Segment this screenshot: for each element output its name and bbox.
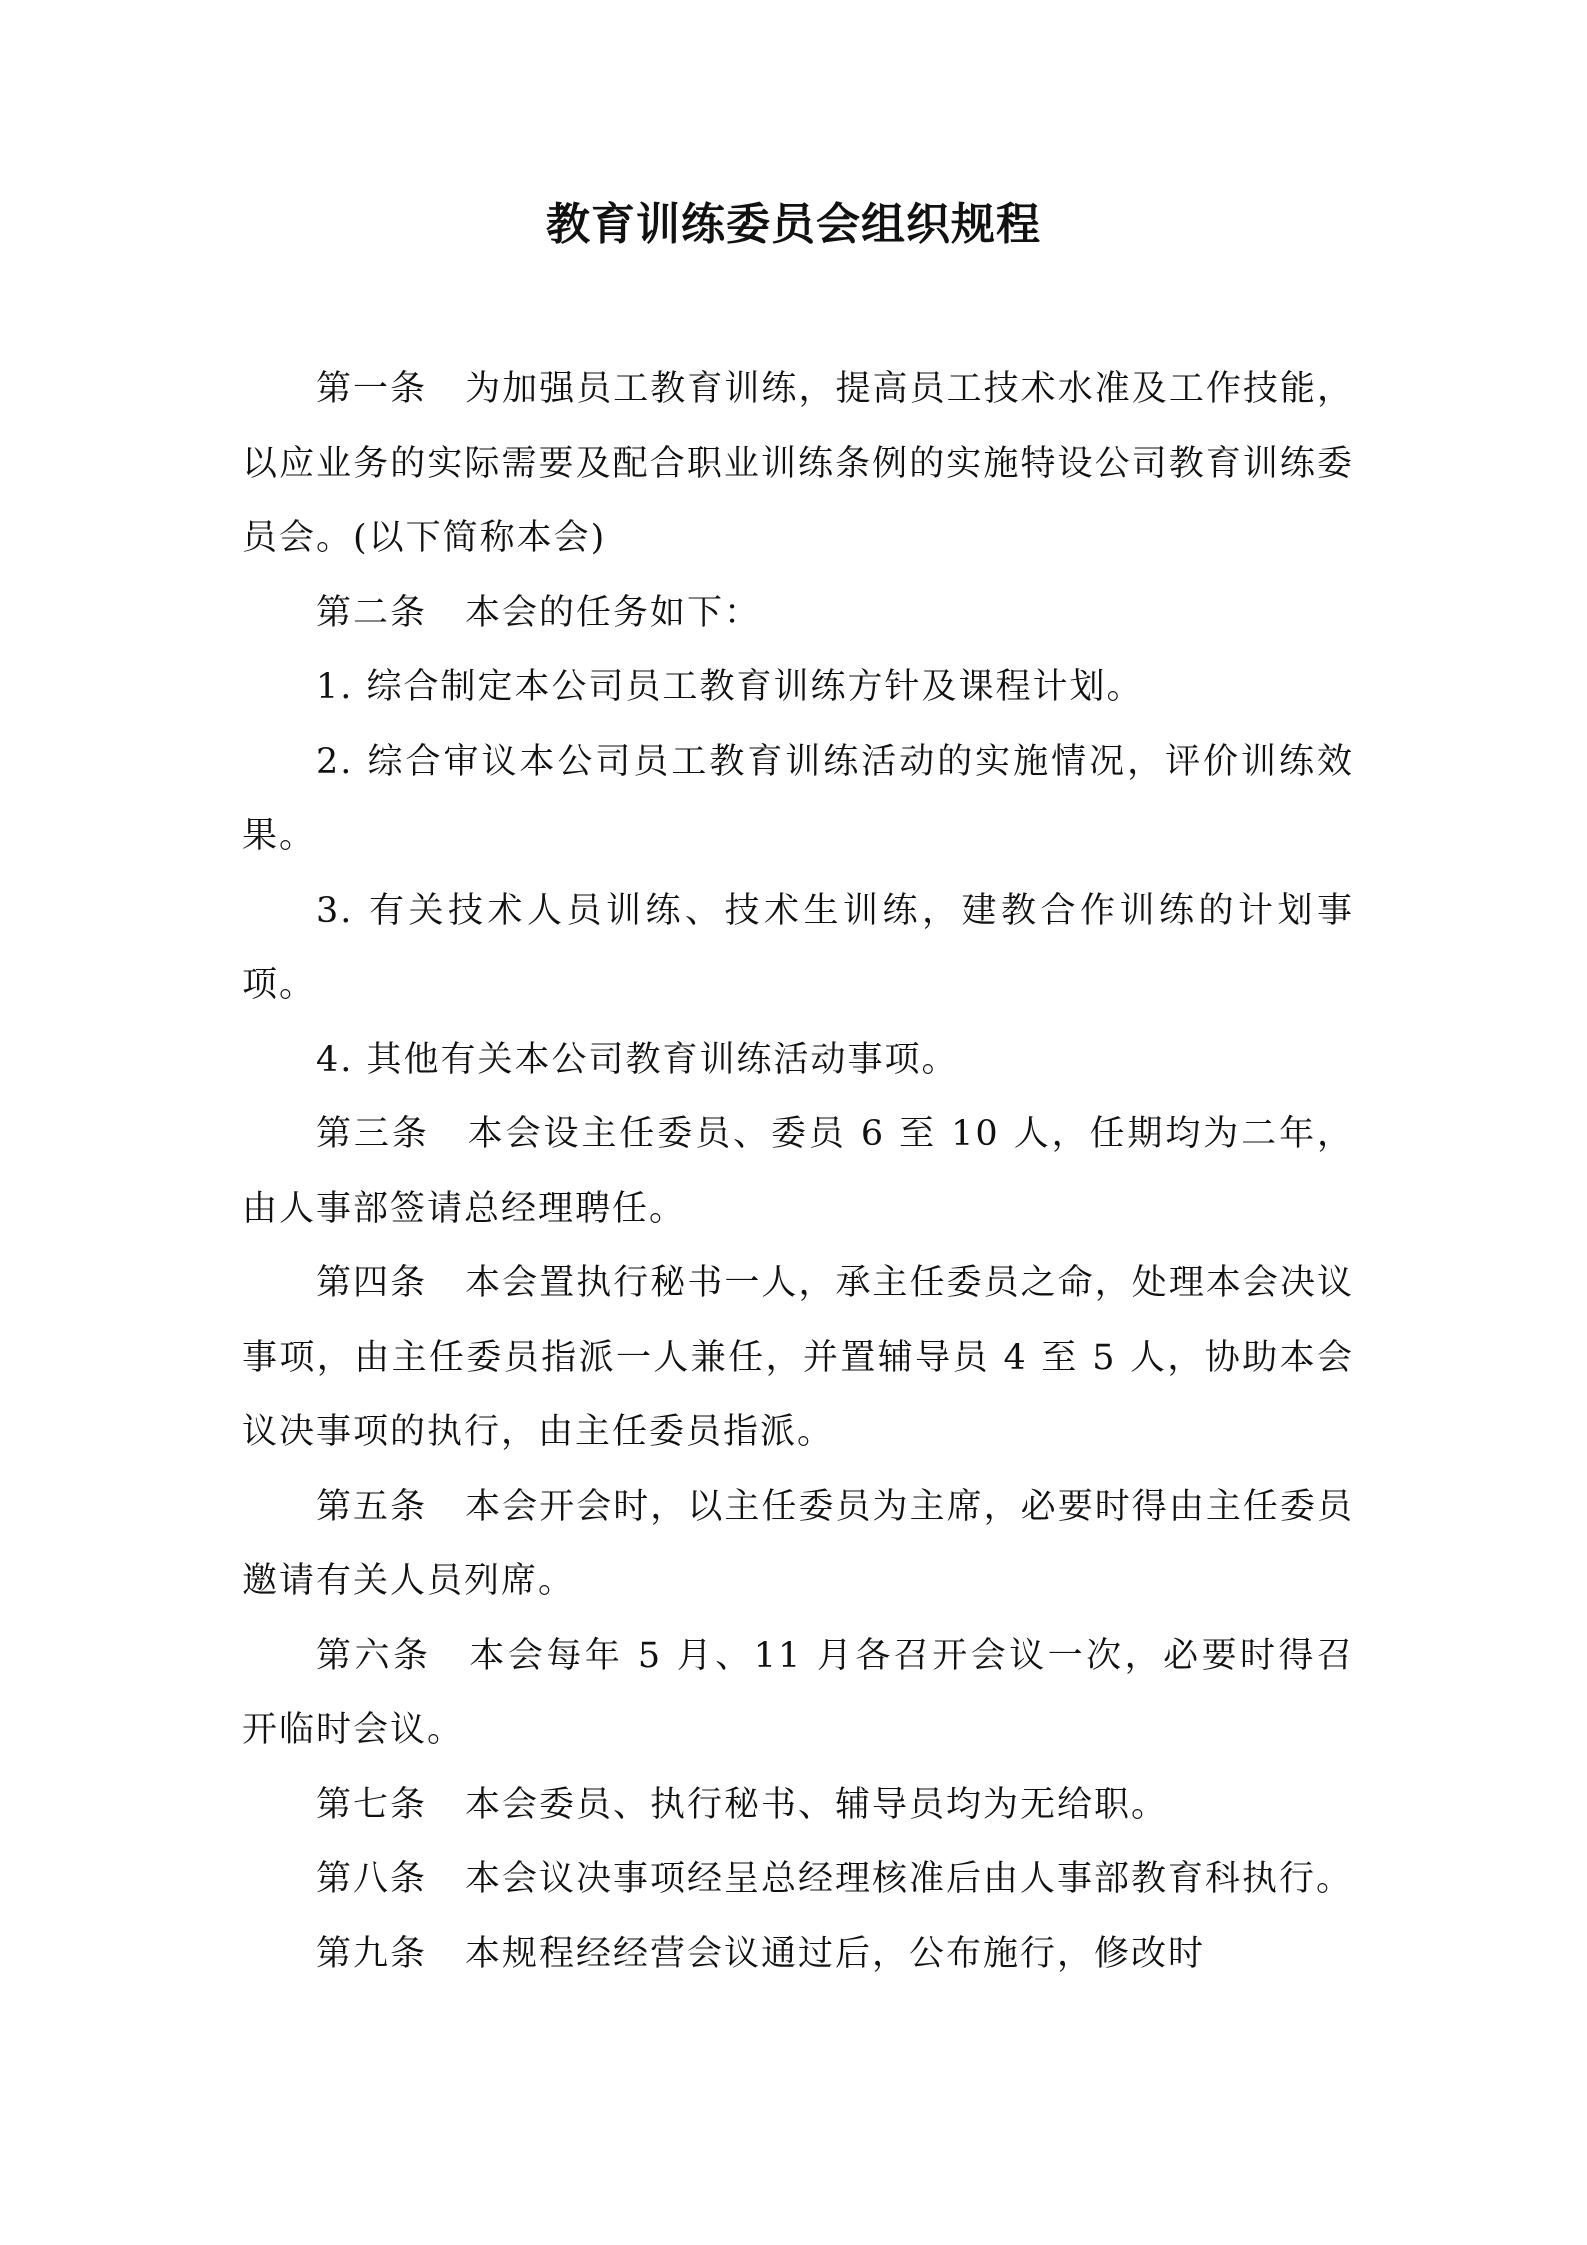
article-4 [242, 1246, 1354, 1470]
article-text: 本会委员、执行秘书、辅导员均为无给职。 [465, 1784, 1169, 1825]
article-label: 第八条 [316, 1859, 428, 1899]
article-label: 第三条 [316, 1114, 430, 1154]
article-6 [242, 1619, 1354, 1768]
document-title: 教育训练委员会组织规程 [546, 199, 1041, 250]
article-8 [242, 1842, 1354, 1917]
article-text: 本会每年 5 月、11 月各召开会议一次，必要时得召开临时会议。 [242, 1635, 1354, 1750]
article-text: 本会设主任委员、委员 6 至 10 人，任期均为二年，由人事部签请总经理聘任。 [242, 1114, 1354, 1229]
article-label: 第九条 [316, 1933, 428, 1974]
article-label: 第四条 [316, 1263, 428, 1303]
article-5 [242, 1470, 1354, 1619]
article-3 [242, 1097, 1354, 1246]
article-9 [242, 1917, 1354, 1992]
article-2 [242, 576, 1354, 651]
article-text: 为加强员工教育训练，提高员工技术水准及工作技能，以应业务的实际需要及配合职业训练条例的实施特设公司教育训练委员会。(以下简称本会) [242, 369, 1354, 558]
article-label: 第五条 [316, 1486, 428, 1527]
article-1 [242, 352, 1354, 576]
article-text: 本会议决事项经呈总经理核准后由人事部教育科执行。 [465, 1859, 1354, 1899]
task-item-4: 4. 其他有关本公司教育训练活动事项。 [316, 1039, 959, 1080]
article-text: 本会的任务如下： [465, 592, 762, 633]
article-text: 本会置执行秘书一人，承主任委员之命，处理本会决议事项，由主任委员指派一人兼任，并置辅导员 4 至 5 人，协助本会议决事项的执行，由主任委员指派。 [242, 1263, 1354, 1452]
document-body [242, 352, 1354, 1991]
article-7 [242, 1768, 1354, 1843]
task-item-2: 2. 综合审议本公司员工教育训练活动的实施情况，评价训练效果。 [242, 741, 1354, 856]
article-label: 第七条 [316, 1784, 428, 1825]
article-label: 第六条 [316, 1635, 432, 1676]
article-label: 第二条 [316, 592, 428, 633]
article-text: 本会开会时，以主任委员为主席，必要时得由主任委员邀请有关人员列席。 [242, 1486, 1354, 1601]
article-label: 第一条 [316, 369, 428, 409]
task-item-1: 1. 综合制定本公司员工教育训练方针及课程计划。 [316, 667, 1144, 707]
article-text: 本规程经经营会议通过后，公布施行，修改时 [465, 1933, 1206, 1974]
task-item-3: 3. 有关技术人员训练、技术生训练，建教合作训练的计划事项。 [242, 890, 1354, 1005]
